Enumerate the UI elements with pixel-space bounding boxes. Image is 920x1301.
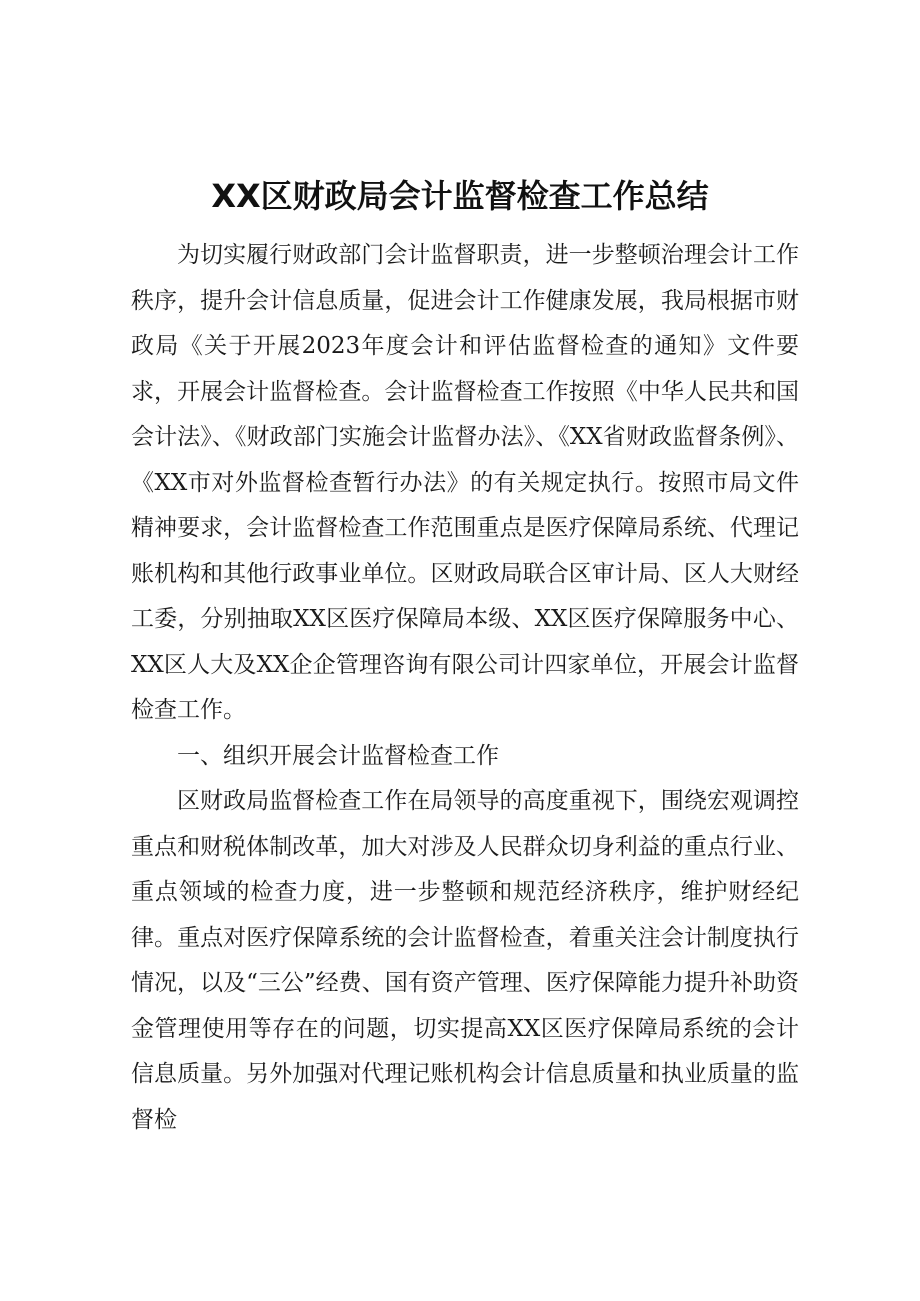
document-body xyxy=(131,233,799,1143)
intro-paragraph: 为切实履行财政部门会计监督职责，进一步整顿治理会计工作秩序，提升会计信息质量，促进会计工作健康发展，我局根据市财政局《关于开展2023年度会计和评估监督检查的通知》文件要求，开展会计监督检查。会计监督检查工作按照《中华人民共和国会计法》、《财政部门实施会计监督办法》、《XX省财政监督条例》、《XX市对外监督检查暂行办法》的有关规定执行。按照市局文件精神要求，会计监督检查工作范围重点是医疗保障局系统、代理记账机构和其他行政事业单位。区财政局联合区审计局、区人大财经工委，分别抽取XX区医疗保障局本级、XX区医疗保障服务中心、XX区人大及XX企企管理咨询有限公司计四家单位，开展会计监督检查工作。 xyxy=(131,242,799,723)
document-title: XX区财政局会计监督检查工作总结 xyxy=(211,177,709,215)
section-heading-1: 一、组织开展会计监督检查工作 xyxy=(177,742,499,769)
section-1-paragraph: 区财政局监督检查工作在局领导的高度重视下，围绕宏观调控重点和财税体制改革，加大对涉及人民群众切身利益的重点行业、重点领域的检查力度，进一步整顿和规范经济秩序，维护财经纪律。重点对医疗保障系统的会计监督检查，着重关注会计制度执行情况，以及“三公”经费、国有资产管理、医疗保障能力提升补助资金管理使用等存在的问题，切实提高XX区医疗保障局系统的会计信息质量。另外加强对代理记账机构会计信息质量和执业质量的监督检 xyxy=(131,788,799,1133)
